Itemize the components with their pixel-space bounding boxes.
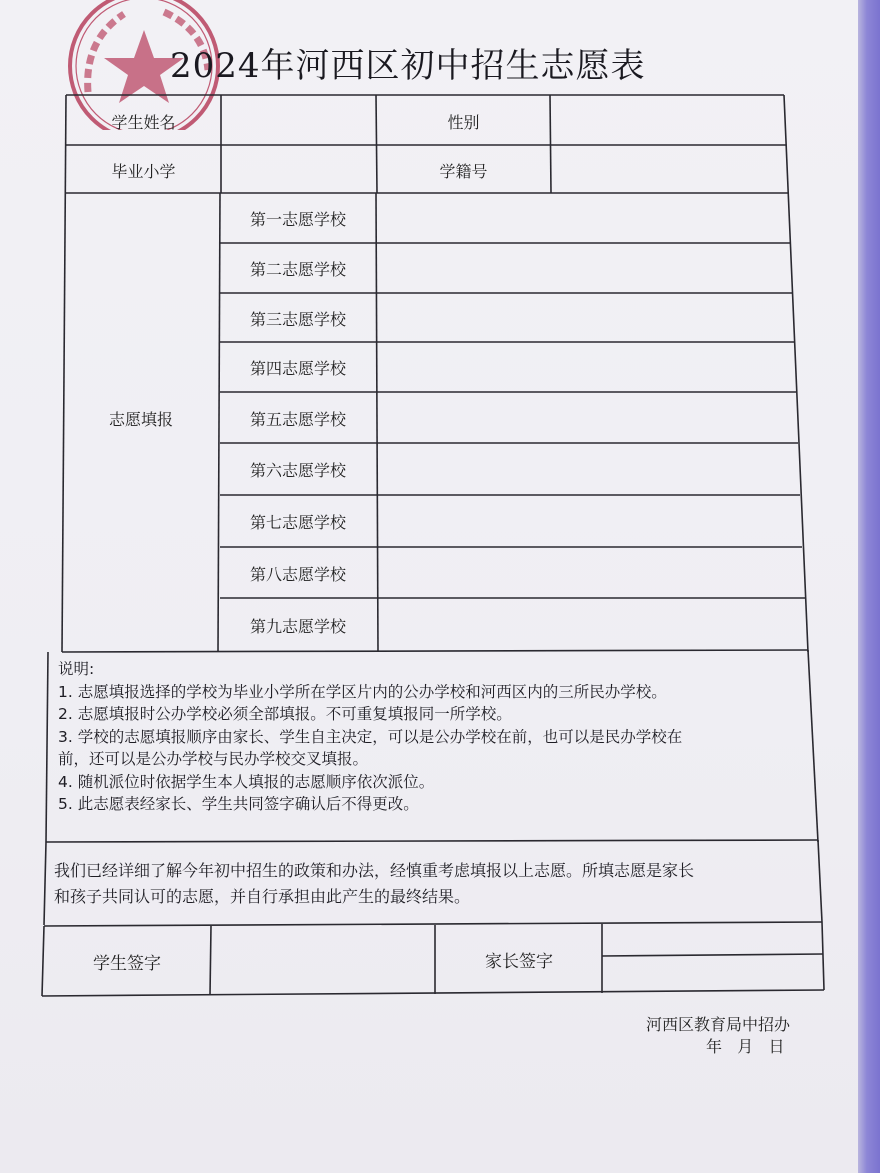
student-signature-label: 学生签字 <box>93 953 161 974</box>
note-item-2: 2. 志愿填报时公办学校必须全部填报。不可重复填报同一所学校。 <box>58 705 512 723</box>
choice-field-6[interactable] <box>379 445 797 494</box>
choice-field-2[interactable] <box>379 245 789 292</box>
notes-heading: 说明: <box>58 660 95 678</box>
choice-label-6: 第六志愿学校 <box>249 461 346 480</box>
choice-label-1: 第一志愿学校 <box>249 210 346 229</box>
note-item-4: 4. 随机派位时依据学生本人填报的志愿顺序依次派位。 <box>58 772 435 791</box>
parent-signature-field-1[interactable] <box>604 925 822 954</box>
parent-signature-label: 家长签字 <box>485 951 553 972</box>
student-name-label: 学生姓名 <box>111 112 176 132</box>
notes-section <box>58 658 818 816</box>
choice-field-4[interactable] <box>379 344 793 391</box>
gender-label: 性别 <box>447 112 480 132</box>
choice-label-7: 第七志愿学校 <box>249 513 346 532</box>
parent-signature-field-2[interactable] <box>604 957 822 988</box>
declaration-line-1: 我们已经详细了解今年初中招生的政策和办法，经慎重考虑填报以上志愿。所填志愿是家长 <box>54 861 695 880</box>
choice-field-8[interactable] <box>379 549 801 597</box>
student-id-field[interactable] <box>552 147 784 192</box>
note-item-5: 5. 此志愿表经家长、学生共同签字确认后不得更改。 <box>58 795 419 813</box>
choice-label-8: 第八志愿学校 <box>249 564 346 584</box>
gender-field[interactable] <box>552 97 782 144</box>
primary-school-field[interactable] <box>222 147 375 192</box>
note-item-1: 1. 志愿填报选择的学校为毕业小学所在学区片内的公办学校和河西区内的三所民办学校。 <box>58 682 667 701</box>
choice-label-5: 第五志愿学校 <box>249 409 346 429</box>
date-line: 年 月 日 <box>706 1037 785 1056</box>
student-id-label: 学籍号 <box>439 161 488 181</box>
student-name-field[interactable] <box>222 97 375 144</box>
choice-field-9[interactable] <box>379 600 804 649</box>
choice-field-1[interactable] <box>379 195 787 242</box>
student-signature-field[interactable] <box>213 928 433 992</box>
declaration-text <box>54 858 824 910</box>
choice-label-2: 第二志愿学校 <box>249 260 346 279</box>
declaration-line-2: 和孩子共同认可的志愿，并自行承担由此产生的最终结果。 <box>54 887 471 906</box>
choice-label-4: 第四志愿学校 <box>249 359 346 378</box>
choices-section-label: 志愿填报 <box>108 409 173 429</box>
note-item-3-continued: 前，还可以是公办学校与民办学校交叉填报。 <box>58 750 369 768</box>
choice-label-3: 第三志愿学校 <box>249 309 346 329</box>
choice-field-3[interactable] <box>379 295 791 341</box>
issuer-name: 河西区教育局中招办 <box>646 1015 791 1034</box>
form-title: 2024年河西区初中招生志愿表 <box>170 46 646 86</box>
choice-label-9: 第九志愿学校 <box>249 616 346 636</box>
note-item-3: 3. 学校的志愿填报顺序由家长、学生自主决定，可以是公办学校在前，也可以是民办学校在 <box>58 727 683 746</box>
primary-school-label: 毕业小学 <box>111 161 176 181</box>
choice-field-7[interactable] <box>379 497 799 546</box>
choice-field-5[interactable] <box>379 394 795 442</box>
